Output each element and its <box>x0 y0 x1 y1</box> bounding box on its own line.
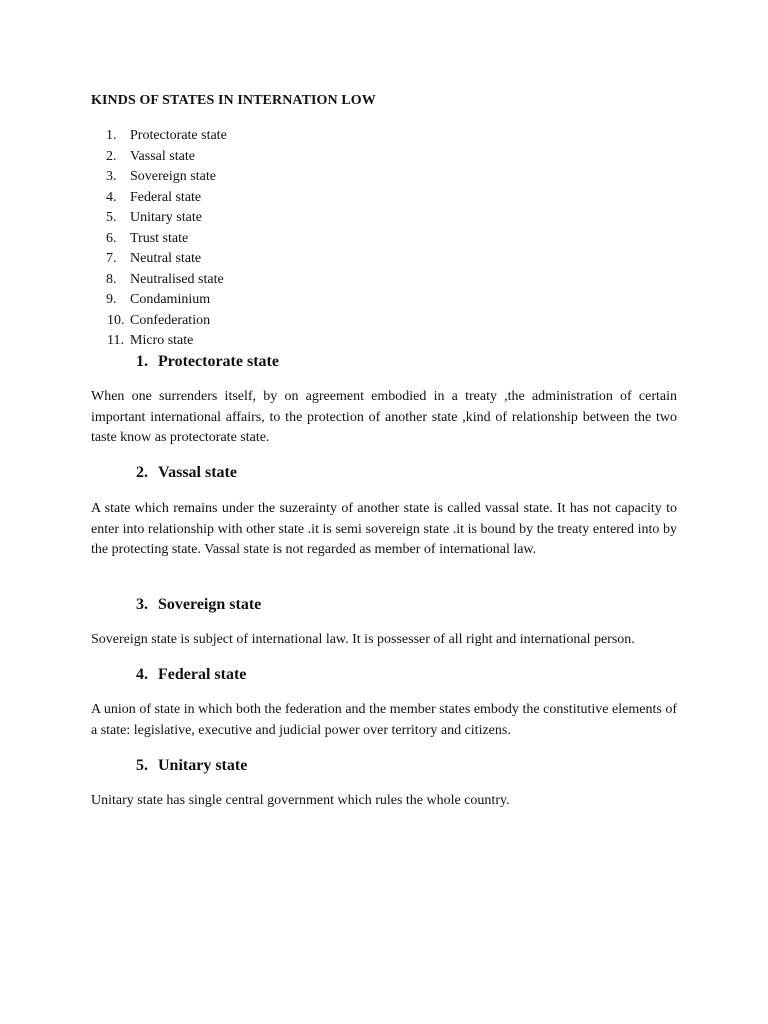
list-item <box>91 331 194 352</box>
list-item <box>91 208 202 229</box>
list-item <box>91 188 202 209</box>
document-title: KINDS OF STATES IN INTERNATION LOW <box>91 93 376 108</box>
section-body-vassal: A state which remains under the suzerainty of another state is called vassal state. It has not capacity to enter into relationship with other state .it is semi sovereign state .it is bound by the treaty entered into by the protecting state. Vassal state is not regarded as member of international law. <box>91 501 677 557</box>
section-heading-unitary <box>136 757 247 775</box>
section-body-sovereign: Sovereign state is subject of international law. It is possesser of all right and international person. <box>91 632 635 647</box>
list-item-label: Protectorate state <box>130 128 227 143</box>
list-item <box>91 249 202 270</box>
list-item-number: 7. <box>106 251 117 266</box>
section-heading-federal <box>136 666 246 684</box>
list-item <box>91 270 224 291</box>
section-heading-sovereign <box>136 596 261 614</box>
section-heading-protectorate <box>136 353 279 371</box>
section-title: Protectorate state <box>158 353 279 370</box>
list-item-number: 9. <box>106 292 117 307</box>
list-item-label: Sovereign state <box>130 169 216 184</box>
kinds-list <box>91 126 227 352</box>
list-item <box>91 167 216 188</box>
list-item-label: Unitary state <box>130 210 202 225</box>
section-body-federal: A union of state in which both the federation and the member states embody the constitutive elements of a state: legislative, executive and judicial power over territory and citizens. <box>91 702 677 738</box>
section-number: 3. <box>136 596 148 613</box>
list-item-number: 10. <box>107 312 125 328</box>
section-number: 1. <box>136 353 148 370</box>
list-item-label: Micro state <box>130 333 194 348</box>
list-item <box>91 126 227 147</box>
section-title: Vassal state <box>158 464 237 481</box>
list-item-label: Neutralised state <box>130 271 224 287</box>
section-body-unitary: Unitary state has single central government which rules the whole country. <box>91 793 510 808</box>
section-title: Federal state <box>158 666 247 683</box>
list-item-number: 2. <box>106 148 117 164</box>
list-item-label: Trust state <box>130 230 189 246</box>
list-item <box>91 229 189 250</box>
list-item <box>91 147 195 168</box>
list-item-number: 4. <box>106 189 117 205</box>
list-item-label: Neutral state <box>130 251 202 266</box>
list-item-number: 8. <box>106 271 117 287</box>
list-item-number: 11. <box>107 333 124 348</box>
list-item-label: Vassal state <box>130 148 195 164</box>
list-item <box>91 290 211 311</box>
list-item-number: 5. <box>106 210 117 225</box>
section-number: 2. <box>136 464 148 481</box>
list-item <box>91 311 211 332</box>
section-title: Sovereign state <box>158 596 262 613</box>
section-title: Unitary state <box>158 757 248 774</box>
list-item-number: 6. <box>106 230 117 246</box>
section-body-protectorate: When one surrenders itself, by on agreement embodied in a treaty ,the administration of certain important international affairs, to the protection of another state ,kind of relationship between the two taste know as protectorate state. <box>91 389 677 445</box>
section-heading-vassal <box>136 464 237 482</box>
list-item-number: 3. <box>106 169 117 184</box>
list-item-label: Confederation <box>130 312 211 328</box>
list-item-label: Federal state <box>130 189 202 205</box>
list-item-number: 1. <box>106 128 117 143</box>
section-number: 4. <box>136 666 148 683</box>
section-number: 5. <box>136 757 148 774</box>
list-item-label: Condaminium <box>130 292 211 307</box>
